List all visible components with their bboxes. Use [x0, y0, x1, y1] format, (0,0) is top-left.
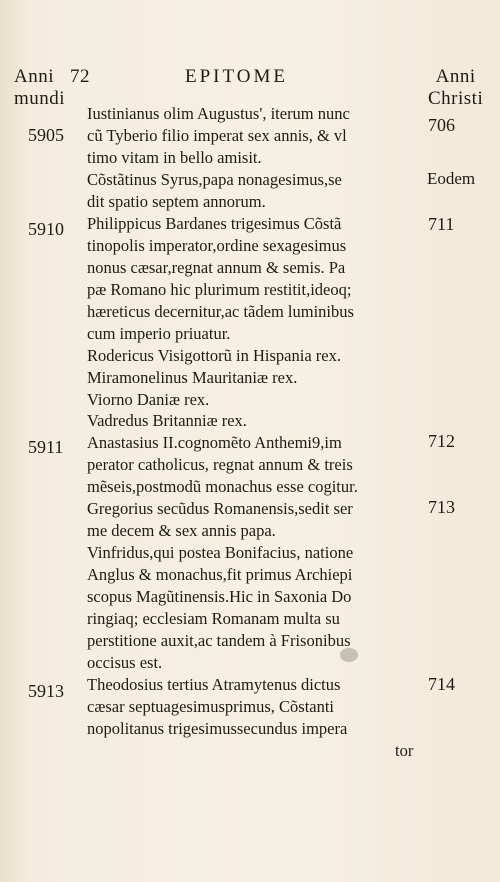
page-number: 72 — [70, 66, 90, 87]
text-line: perstitione auxit,ac tandem à Frisonibus — [87, 631, 351, 650]
text-line: Gregorius secũdus Romanensis,sedit ser — [87, 499, 353, 518]
text-line: Theodosius tertius Atramytenus dictus — [87, 675, 341, 694]
text-line: Rodericus Visigottorũ in Hispania rex. — [87, 346, 341, 365]
anni-label-right: Anni — [435, 66, 476, 87]
anni-label-left: Anni — [14, 66, 54, 87]
christi-label: Christi — [428, 88, 484, 109]
text-line: me decem & sex annis papa. — [87, 521, 276, 540]
header-right — [428, 66, 483, 110]
text-line: Anglus & monachus,fit primus Archiepi — [87, 565, 353, 584]
mundi-label: mundi — [14, 88, 66, 109]
text-line: timo vitam in bello amisit. — [87, 148, 262, 167]
text-line: cum imperio priuatur. — [87, 324, 231, 343]
text-line: Vadredus Britanniæ rex. — [87, 411, 247, 430]
ink-smudge — [340, 648, 358, 662]
text-line: Viorno Daniæ rex. — [87, 390, 210, 409]
text-line: pæ Romano hic plurimum restitit,ideoq; — [87, 280, 352, 299]
text-line: tinopolis imperator,ordine sexagesimus — [87, 236, 347, 255]
text-line: scopus Magũtinensis.Hic in Saxonia Do — [87, 587, 352, 606]
text-line: Vinfridus,qui postea Bonifacius, natione — [87, 543, 354, 562]
year-christi: 706 — [428, 115, 455, 135]
text-line: hæreticus decernitur,ac tãdem luminibus — [87, 302, 354, 321]
year-christi: 711 — [428, 214, 455, 234]
text-line: perator catholicus, regnat annum & treis — [87, 455, 353, 474]
text-line: Cõstãtinus Syrus,papa nonagesimus,se — [87, 170, 342, 189]
year-mundi: 5905 — [28, 125, 64, 145]
text-line: tor — [395, 741, 414, 760]
text-line: Miramonelinus Mauritaniæ rex. — [87, 368, 298, 387]
text-line: Iustinianus olim Augustus', iterum nunc — [87, 104, 350, 123]
year-christi: 712 — [428, 431, 455, 451]
text-line: cũ Tyberio filio imperat sex annis, & vl — [87, 126, 347, 145]
text-line: nopolitanus trigesimussecundus impera — [87, 719, 348, 738]
year-mundi: 5911 — [28, 437, 64, 457]
running-title: EPITOME — [185, 66, 288, 87]
year-mundi: 5913 — [28, 681, 64, 701]
text-line: mẽseis,postmodũ monachus esse cogitur. — [87, 477, 358, 496]
text-line: Philippicus Bardanes trigesimus Cõstã — [87, 214, 342, 233]
text-line: occisus est. — [87, 653, 163, 672]
text-line: dit spatio septem annorum. — [87, 192, 266, 211]
year-christi: 714 — [428, 674, 455, 694]
text-line: cæsar septuagesimusprimus, Cõstanti — [87, 697, 335, 716]
text-line: ringiaq; ecclesiam Romanam multa su — [87, 609, 340, 628]
eodem-note: Eodem — [427, 169, 476, 188]
text-line: Anastasius II.cognomẽto Anthemi9,im — [87, 433, 342, 452]
year-christi: 713 — [428, 497, 455, 517]
header-left — [14, 66, 65, 110]
year-mundi: 5910 — [28, 219, 64, 239]
text-line: nonus cæsar,regnat annum & semis. Pa — [87, 258, 346, 277]
